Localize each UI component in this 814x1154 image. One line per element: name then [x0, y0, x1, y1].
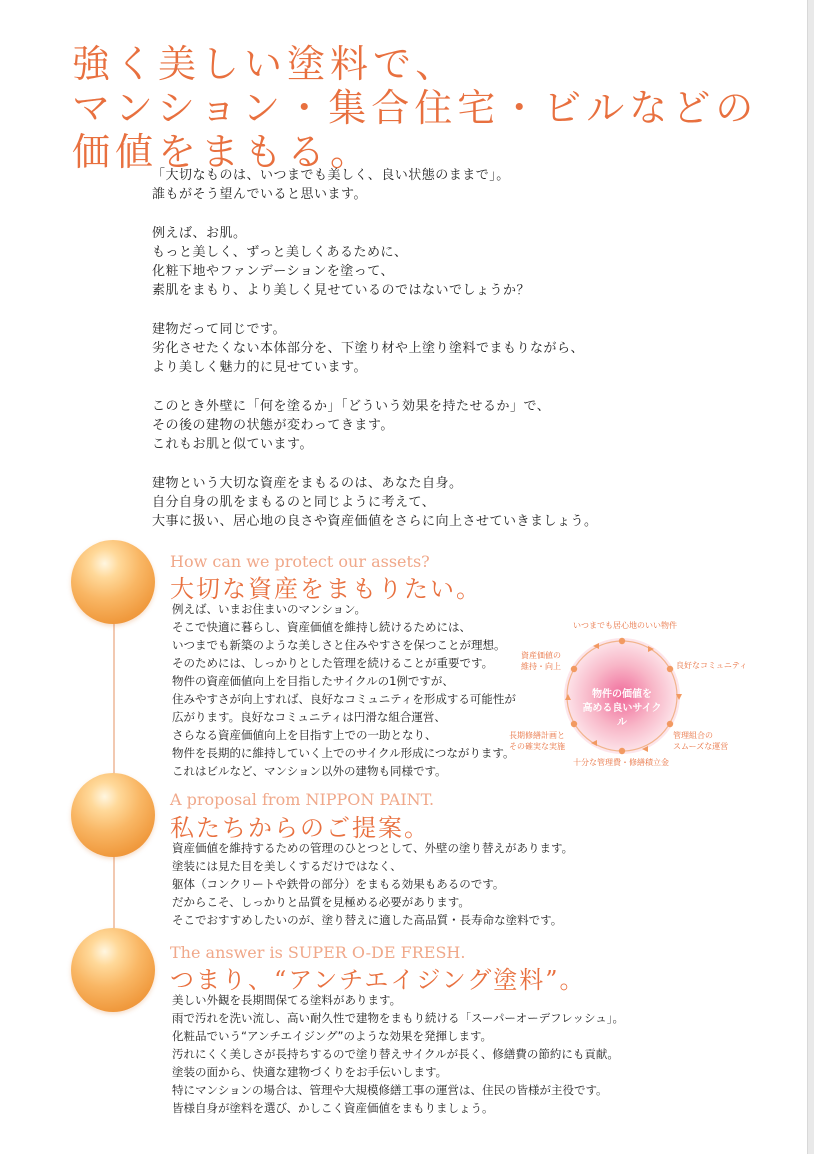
page-heading: [72, 42, 758, 174]
cycle-node: [571, 666, 577, 672]
cycle-node: [571, 721, 577, 727]
cycle-label-comfortable: [573, 620, 677, 631]
cycle-node: [619, 748, 625, 754]
intro-paragraph: [152, 224, 712, 300]
heading-line-2: マンション・集合住宅・ビルなどの: [72, 86, 759, 130]
page-edge: [807, 0, 814, 1154]
cycle-center-line: 高める良いサイクル: [582, 703, 662, 728]
heading-line-1: 強く美しい塗料で、: [72, 42, 459, 86]
body-line: 塗装の面から、快適な建物づくりをお手伝いします。: [172, 1065, 448, 1079]
body-line: 躯体（コンクリートや鉄骨の部分）をまもる効果もあるのです。: [172, 877, 505, 891]
body-line: そのためには、しっかりとした管理を続けることが重要です。: [172, 656, 494, 670]
section-3-body: [172, 991, 624, 1117]
intro-line: 自分自身の肌をまもるのと同じように考えて、: [152, 495, 436, 510]
cycle-label-line: 良好なコミュニティ: [676, 661, 748, 670]
intro-line: これもお肌と似ています。: [152, 437, 313, 452]
cycle-label-line: その確実な実施: [509, 742, 565, 751]
intro-line: 例えば、お肌。: [152, 226, 247, 241]
body-line: 例えば、いまお住まいのマンション。: [172, 602, 367, 616]
body-line: そこで快適に暮らし、資産価値を維持し続けるためには、: [172, 620, 471, 634]
intro-line: もっと美しく、ずっと美しくあるために、: [152, 245, 408, 260]
orb-icon: [71, 773, 155, 857]
cycle-center-line: 物件の価値を: [592, 689, 652, 700]
body-line: 塗装には見た目を美しくするだけではなく、: [172, 859, 402, 873]
body-line: 資産価値を維持するための管理のひとつとして、外壁の塗り替えがあります。: [172, 841, 574, 855]
cycle-label-line: 管理組合の: [673, 731, 713, 740]
body-line: これはビルなど、マンション以外の建物も同様です。: [172, 764, 447, 778]
intro-line: 建物だって同じです。: [152, 322, 286, 337]
body-line: いつまでも新築のような美しさと住みやすさを保つことが理想。: [172, 638, 506, 652]
body-line: 物件を長期的に維持していく上でのサイクル形成につながります。: [172, 746, 515, 760]
body-line: 住みやすさが向上すれば、良好なコミュニティを形成する可能性が: [172, 692, 516, 706]
body-line: さらなる資産価値向上を目指す上での一助となり、: [172, 728, 437, 742]
section-1-title: 大切な資産をまもりたい。: [170, 575, 482, 603]
cycle-label-asset-value: [521, 650, 561, 672]
heading-line-3: 価値をまもる。: [72, 130, 374, 174]
intro-paragraph: [152, 166, 712, 204]
body-line: 美しい外観を長期間保てる塗料があります。: [172, 993, 402, 1007]
cycle-label-line: いつまでも居心地のいい物件: [573, 621, 677, 630]
intro-line: 建物という大切な資産をまもるのは、あなた自身。: [152, 476, 463, 491]
intro-paragraph: [152, 474, 712, 531]
cycle-label-line: 資産価値の: [521, 651, 561, 660]
cycle-label-line: 維持・向上: [521, 662, 561, 671]
cycle-label-line: 十分な管理費・修繕積立金: [573, 758, 669, 767]
body-line: 汚れにくく美しさが長持ちするので塗り替えサイクルが長く、修繕費の節約にも貢献。: [172, 1047, 619, 1061]
orb-icon: [71, 928, 155, 1012]
body-line: 物件の資産価値向上を目指したサイクルの1例ですが、: [172, 674, 454, 688]
cycle-node: [667, 721, 673, 727]
section-2-body: [172, 839, 573, 929]
cycle-label-repair-plan: [509, 730, 565, 752]
intro-paragraph: [152, 320, 712, 377]
section-2-english-title: A proposal from NIPPON PAINT.: [170, 790, 435, 809]
cycle-label-management: [673, 730, 728, 752]
cycle-label-line: 長期修繕計画と: [509, 731, 565, 740]
intro-line: 化粧下地やファンデーションを塗って、: [152, 264, 394, 279]
value-cycle-diagram: [505, 614, 748, 772]
orb-icon: [71, 540, 155, 624]
section-3-title: つまり、“アンチエイジング塗料”。: [170, 966, 586, 994]
section-2-title: 私たちからのご提案。: [170, 814, 430, 842]
intro-line: より美しく魅力的に見せています。: [152, 360, 367, 375]
section-1-body: [172, 600, 516, 780]
body-line: そこでおすすめしたいのが、塗り替えに適した高品質・長寿命な塗料です。: [172, 913, 563, 927]
section-3-english-title: The answer is SUPER O-DE FRESH.: [170, 943, 466, 962]
intro-line: 素肌をまもり、より美しく見せているのではないでしょうか？: [152, 283, 531, 298]
cycle-label-funds: [573, 757, 669, 768]
body-line: 雨で汚れを洗い流し、高い耐久性で建物をまもり続ける「スーパーオーデフレッシュ」。: [172, 1011, 625, 1025]
intro-line: その後の建物の状態が変わってきます。: [152, 418, 394, 433]
intro-paragraph: [152, 397, 712, 454]
body-line: 広がります。良好なコミュニティは円滑な組合運営、: [172, 710, 446, 724]
cycle-center-label: [578, 688, 666, 730]
cycle-label-line: スムーズな運営: [673, 742, 729, 751]
body-line: 皆様自身が塗料を選び、かしこく資産価値をまもりましょう。: [172, 1101, 494, 1115]
cycle-label-community: [676, 660, 747, 671]
intro-line: 大事に扱い、居心地の良さや資産価値をさらに向上させていきましょう。: [152, 514, 598, 529]
intro-line: 劣化させたくない本体部分を、下塗り材や上塗り塗料でまもりながら、: [152, 341, 585, 356]
cycle-node: [619, 638, 625, 644]
intro-line: 誰もがそう望んでいると思います。: [152, 187, 367, 202]
cycle-node: [667, 666, 673, 672]
body-line: 特にマンションの場合は、管理や大規模修繕工事の運営は、住民の皆様が主役です。: [172, 1083, 608, 1097]
section-1-english-title: How can we protect our assets?: [170, 552, 430, 571]
body-line: 化粧品でいう“アンチエイジング”のような効果を発揮します。: [172, 1029, 493, 1043]
body-line: だからこそ、しっかりと品質を見極める必要があります。: [172, 895, 470, 909]
intro-line: 「大切なものは、いつまでも美しく、良い状態のままで」。: [152, 168, 510, 183]
intro-line: このとき外壁に「何を塗るか」「どういう効果を持たせるか」で、: [152, 399, 551, 414]
intro-text: [152, 166, 712, 551]
